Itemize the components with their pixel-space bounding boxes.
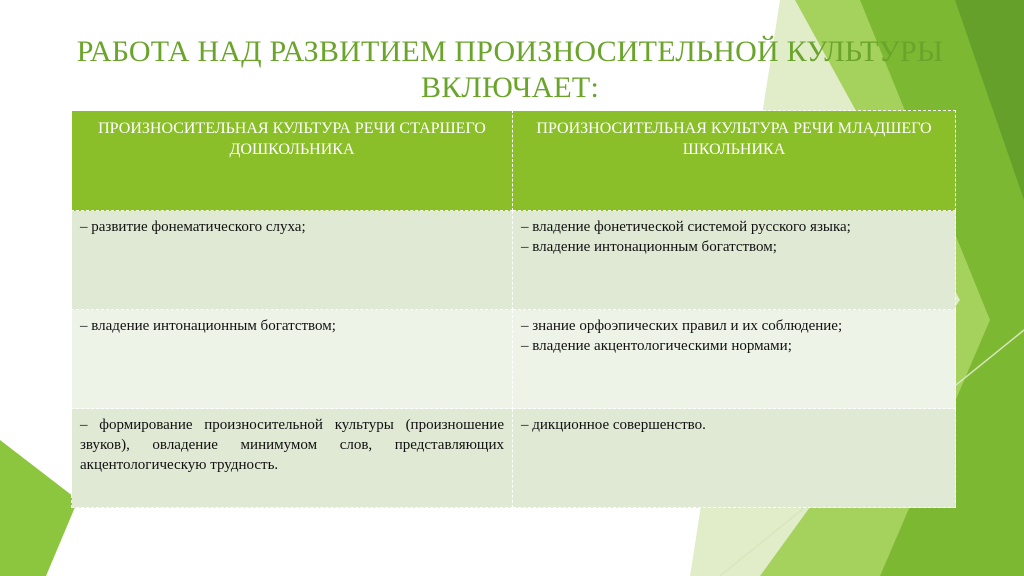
table-row <box>72 310 956 409</box>
slide-title <box>70 34 950 106</box>
cell-text: – владение фонетической системой русского языка; <box>521 219 851 235</box>
cell-left-3 <box>72 409 513 508</box>
cell-text: – владение акцентологическими нормами; <box>521 338 792 354</box>
header-preschooler: ПРОИЗНОСИТЕЛЬНАЯ КУЛЬТУРА РЕЧИ СТАРШЕГО ДОШКОЛЬНИКА <box>72 111 513 211</box>
cell-left-2 <box>72 310 513 409</box>
table-row <box>72 409 956 508</box>
cell-text: – знание орфоэпических правил и их соблюдение; <box>521 318 843 334</box>
table-row <box>72 211 956 310</box>
cell-text: – владение интонационным богатством; <box>80 318 336 334</box>
cell-right-2 <box>513 310 956 409</box>
left-green-triangle <box>0 440 78 576</box>
cell-left-1 <box>72 211 513 310</box>
cell-right-3 <box>513 409 956 508</box>
title-line-1: РАБОТА НАД РАЗВИТИЕМ ПРОИЗНОСИТЕЛЬНОЙ КУЛЬТУРЫ <box>76 35 944 68</box>
cell-text: – владение интонационным богатством; <box>521 239 777 255</box>
title-line-2: ВКЛЮЧАЕТ: <box>420 71 599 104</box>
cell-right-1 <box>513 211 956 310</box>
table-header-row <box>72 111 956 211</box>
cell-text: – дикционное совершенство. <box>521 417 706 433</box>
cell-text: – формирование произносительной культуры (произношение звуков), овладение минимумом слов, представляющих акцентологическую трудность. <box>80 417 504 473</box>
cell-text: – развитие фонематического слуха; <box>80 219 306 235</box>
comparison-table <box>71 110 956 508</box>
header-schoolchild: ПРОИЗНОСИТЕЛЬНАЯ КУЛЬТУРА РЕЧИ МЛАДШЕГО ШКОЛЬНИКА <box>513 111 956 211</box>
